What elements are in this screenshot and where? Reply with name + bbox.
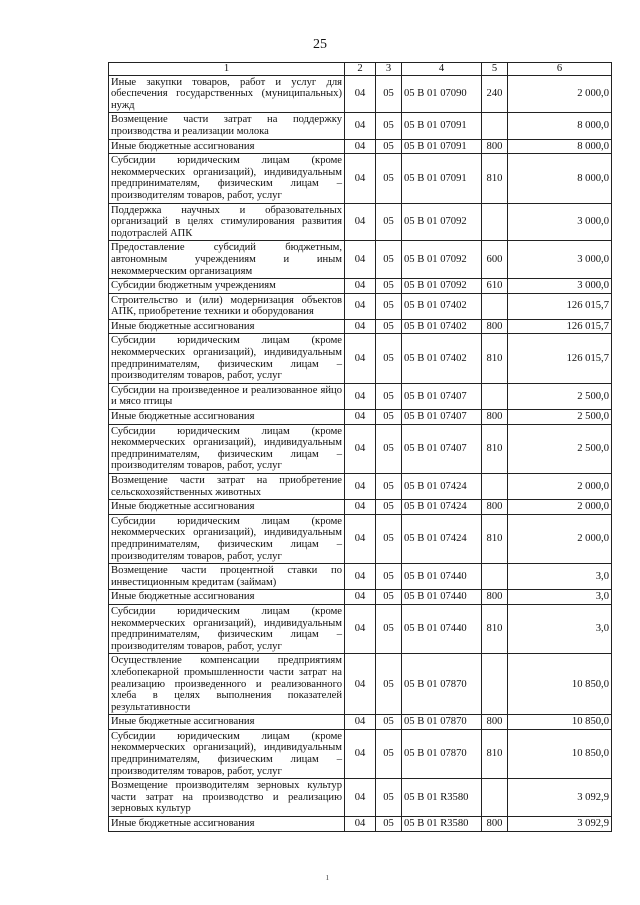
row-expense-type — [482, 564, 508, 590]
row-amount: 2 500,0 — [508, 424, 612, 473]
row-name: Предоставление субсидий бюджетным, автономным учреждениям и иным некоммерческим организациям — [109, 241, 345, 279]
row-section: 04 — [345, 319, 376, 334]
table-row — [109, 590, 612, 605]
row-target-article: 05 В 01 07440 — [402, 564, 482, 590]
row-amount: 3 000,0 — [508, 241, 612, 279]
row-expense-type: 240 — [482, 75, 508, 113]
row-target-article: 05 В 01 07091 — [402, 139, 482, 154]
row-expense-type: 800 — [482, 715, 508, 730]
row-amount: 3 092,9 — [508, 779, 612, 817]
row-target-article: 05 В 01 R3580 — [402, 817, 482, 832]
row-amount: 2 000,0 — [508, 514, 612, 563]
row-target-article: 05 В 01 07092 — [402, 203, 482, 241]
row-name: Иные бюджетные ассигнования — [109, 500, 345, 515]
column-header: 6 — [508, 63, 612, 76]
row-name: Субсидии юридическим лицам (кроме некоммерческих организаций), индивидуальным предпринимателям, физическим лицам – производителям товаров, работ, услуг — [109, 514, 345, 563]
row-section: 04 — [345, 203, 376, 241]
row-expense-type — [482, 779, 508, 817]
row-name: Иные закупки товаров, работ и услуг для обеспечения государственных (муниципальных) нужд — [109, 75, 345, 113]
row-amount: 8 000,0 — [508, 113, 612, 139]
row-expense-type: 800 — [482, 817, 508, 832]
row-name: Иные бюджетные ассигнования — [109, 410, 345, 425]
row-expense-type — [482, 474, 508, 500]
row-expense-type — [482, 203, 508, 241]
table-row — [109, 729, 612, 778]
row-target-article: 05 В 01 07870 — [402, 654, 482, 715]
row-name: Субсидии бюджетным учреждениям — [109, 279, 345, 294]
row-amount: 3 000,0 — [508, 203, 612, 241]
row-name: Иные бюджетные ассигнования — [109, 139, 345, 154]
row-amount: 126 015,7 — [508, 293, 612, 319]
row-expense-type: 800 — [482, 139, 508, 154]
row-name: Иные бюджетные ассигнования — [109, 817, 345, 832]
row-name: Субсидии юридическим лицам (кроме некоммерческих организаций), индивидуальным предпринимателям, физическим лицам – производителям товаров, работ, услуг — [109, 424, 345, 473]
table-header-row — [109, 63, 612, 76]
row-expense-type: 810 — [482, 514, 508, 563]
row-target-article: 05 В 01 07402 — [402, 319, 482, 334]
scan-mark: ı — [326, 872, 329, 883]
table-row — [109, 139, 612, 154]
row-subsection: 05 — [376, 590, 402, 605]
row-name: Осуществление компенсации предприятиям хлебопекарной промышленности части затрат на реализацию произведенного и реализованного хлеба в целях выполнения показателей результативности — [109, 654, 345, 715]
row-section: 04 — [345, 293, 376, 319]
table-row — [109, 604, 612, 653]
row-target-article: 05 В 01 07424 — [402, 500, 482, 515]
row-name: Возмещение производителям зерновых культур части затрат на производство и реализацию зерновых культур — [109, 779, 345, 817]
row-section: 04 — [345, 564, 376, 590]
row-name: Иные бюджетные ассигнования — [109, 319, 345, 334]
row-section: 04 — [345, 729, 376, 778]
row-name: Субсидии юридическим лицам (кроме некоммерческих организаций), индивидуальным предпринимателям, физическим лицам – производителям товаров, работ, услуг — [109, 154, 345, 203]
row-subsection: 05 — [376, 410, 402, 425]
row-subsection: 05 — [376, 203, 402, 241]
table-row — [109, 241, 612, 279]
row-amount: 126 015,7 — [508, 334, 612, 383]
row-target-article: 05 В 01 07424 — [402, 514, 482, 563]
row-section: 04 — [345, 75, 376, 113]
row-expense-type — [482, 383, 508, 409]
table-row — [109, 75, 612, 113]
table-row — [109, 564, 612, 590]
column-header: 2 — [345, 63, 376, 76]
row-amount: 3 000,0 — [508, 279, 612, 294]
row-section: 04 — [345, 383, 376, 409]
table-row — [109, 293, 612, 319]
row-name: Иные бюджетные ассигнования — [109, 715, 345, 730]
table-row — [109, 654, 612, 715]
row-section: 04 — [345, 154, 376, 203]
row-subsection: 05 — [376, 474, 402, 500]
row-expense-type: 810 — [482, 154, 508, 203]
row-subsection: 05 — [376, 319, 402, 334]
row-amount: 126 015,7 — [508, 319, 612, 334]
row-name: Субсидии на произведенное и реализованное яйцо и мясо птицы — [109, 383, 345, 409]
row-section: 04 — [345, 500, 376, 515]
row-expense-type: 810 — [482, 729, 508, 778]
table-row — [109, 279, 612, 294]
row-subsection: 05 — [376, 279, 402, 294]
row-subsection: 05 — [376, 334, 402, 383]
table-row — [109, 154, 612, 203]
row-amount: 2 000,0 — [508, 500, 612, 515]
row-expense-type: 800 — [482, 410, 508, 425]
table-row — [109, 500, 612, 515]
budget-table — [108, 62, 612, 832]
row-expense-type: 600 — [482, 241, 508, 279]
column-header: 4 — [402, 63, 482, 76]
table-row — [109, 474, 612, 500]
row-target-article: 05 В 01 07407 — [402, 410, 482, 425]
row-target-article: 05 В 01 07402 — [402, 293, 482, 319]
row-subsection: 05 — [376, 424, 402, 473]
row-name: Субсидии юридическим лицам (кроме некоммерческих организаций), индивидуальным предпринимателям, физическим лицам – производителям товаров, работ, услуг — [109, 334, 345, 383]
row-expense-type — [482, 654, 508, 715]
row-target-article: 05 В 01 07870 — [402, 715, 482, 730]
row-subsection: 05 — [376, 154, 402, 203]
row-section: 04 — [345, 590, 376, 605]
table-row — [109, 319, 612, 334]
page-number: 25 — [313, 37, 327, 52]
row-name: Возмещение части процентной ставки по инвестиционным кредитам (займам) — [109, 564, 345, 590]
row-subsection: 05 — [376, 383, 402, 409]
row-subsection: 05 — [376, 817, 402, 832]
row-subsection: 05 — [376, 514, 402, 563]
row-target-article: 05 В 01 07440 — [402, 590, 482, 605]
row-name: Субсидии юридическим лицам (кроме некоммерческих организаций), индивидуальным предпринимателям, физическим лицам – производителям товаров, работ, услуг — [109, 604, 345, 653]
row-amount: 3,0 — [508, 590, 612, 605]
row-expense-type — [482, 113, 508, 139]
row-section: 04 — [345, 139, 376, 154]
row-amount: 2 500,0 — [508, 383, 612, 409]
row-target-article: 05 В 01 07091 — [402, 113, 482, 139]
row-target-article: 05 В 01 07407 — [402, 383, 482, 409]
row-section: 04 — [345, 474, 376, 500]
row-section: 04 — [345, 113, 376, 139]
row-expense-type: 610 — [482, 279, 508, 294]
table-row — [109, 424, 612, 473]
row-section: 04 — [345, 241, 376, 279]
row-expense-type — [482, 293, 508, 319]
row-subsection: 05 — [376, 500, 402, 515]
row-subsection: 05 — [376, 241, 402, 279]
row-amount: 2 500,0 — [508, 410, 612, 425]
table-row — [109, 203, 612, 241]
row-expense-type: 800 — [482, 590, 508, 605]
table-row — [109, 410, 612, 425]
row-subsection: 05 — [376, 564, 402, 590]
row-target-article: 05 В 01 07407 — [402, 424, 482, 473]
row-section: 04 — [345, 424, 376, 473]
column-header: 3 — [376, 63, 402, 76]
row-target-article: 05 В 01 07440 — [402, 604, 482, 653]
column-header: 1 — [109, 63, 345, 76]
row-amount: 2 000,0 — [508, 474, 612, 500]
row-target-article: 05 В 01 R3580 — [402, 779, 482, 817]
row-name: Субсидии юридическим лицам (кроме некоммерческих организаций), индивидуальным предпринимателям, физическим лицам – производителям товаров, работ, услуг — [109, 729, 345, 778]
row-amount: 10 850,0 — [508, 729, 612, 778]
row-expense-type: 810 — [482, 604, 508, 653]
row-name: Строительство и (или) модернизация объектов АПК, приобретение техники и оборудования — [109, 293, 345, 319]
row-amount: 3,0 — [508, 564, 612, 590]
row-target-article: 05 В 01 07091 — [402, 154, 482, 203]
row-section: 04 — [345, 817, 376, 832]
row-expense-type: 800 — [482, 500, 508, 515]
row-amount: 10 850,0 — [508, 715, 612, 730]
row-section: 04 — [345, 514, 376, 563]
table-row — [109, 514, 612, 563]
row-expense-type: 810 — [482, 334, 508, 383]
row-target-article: 05 В 01 07424 — [402, 474, 482, 500]
row-amount: 8 000,0 — [508, 154, 612, 203]
row-name: Иные бюджетные ассигнования — [109, 590, 345, 605]
row-section: 04 — [345, 604, 376, 653]
row-target-article: 05 В 01 07092 — [402, 279, 482, 294]
row-name: Возмещение части затрат на поддержку производства и реализации молока — [109, 113, 345, 139]
row-name: Поддержка научных и образовательных организаций в целях стимулирования развития подотраслей АПК — [109, 203, 345, 241]
row-name: Возмещение части затрат на приобретение сельскохозяйственных животных — [109, 474, 345, 500]
table-row — [109, 334, 612, 383]
row-amount: 10 850,0 — [508, 654, 612, 715]
row-expense-type: 810 — [482, 424, 508, 473]
table-row — [109, 779, 612, 817]
row-target-article: 05 В 01 07090 — [402, 75, 482, 113]
row-section: 04 — [345, 410, 376, 425]
row-subsection: 05 — [376, 293, 402, 319]
row-amount: 3 092,9 — [508, 817, 612, 832]
row-subsection: 05 — [376, 779, 402, 817]
row-subsection: 05 — [376, 604, 402, 653]
row-amount: 8 000,0 — [508, 139, 612, 154]
row-section: 04 — [345, 779, 376, 817]
row-subsection: 05 — [376, 113, 402, 139]
row-target-article: 05 В 01 07402 — [402, 334, 482, 383]
table-row — [109, 715, 612, 730]
row-amount: 3,0 — [508, 604, 612, 653]
row-section: 04 — [345, 715, 376, 730]
row-subsection: 05 — [376, 715, 402, 730]
row-subsection: 05 — [376, 729, 402, 778]
row-section: 04 — [345, 334, 376, 383]
row-subsection: 05 — [376, 75, 402, 113]
table-row — [109, 817, 612, 832]
row-target-article: 05 В 01 07870 — [402, 729, 482, 778]
row-subsection: 05 — [376, 139, 402, 154]
row-section: 04 — [345, 654, 376, 715]
table-row — [109, 113, 612, 139]
column-header: 5 — [482, 63, 508, 76]
row-subsection: 05 — [376, 654, 402, 715]
row-target-article: 05 В 01 07092 — [402, 241, 482, 279]
table-row — [109, 383, 612, 409]
row-expense-type: 800 — [482, 319, 508, 334]
row-amount: 2 000,0 — [508, 75, 612, 113]
row-section: 04 — [345, 279, 376, 294]
